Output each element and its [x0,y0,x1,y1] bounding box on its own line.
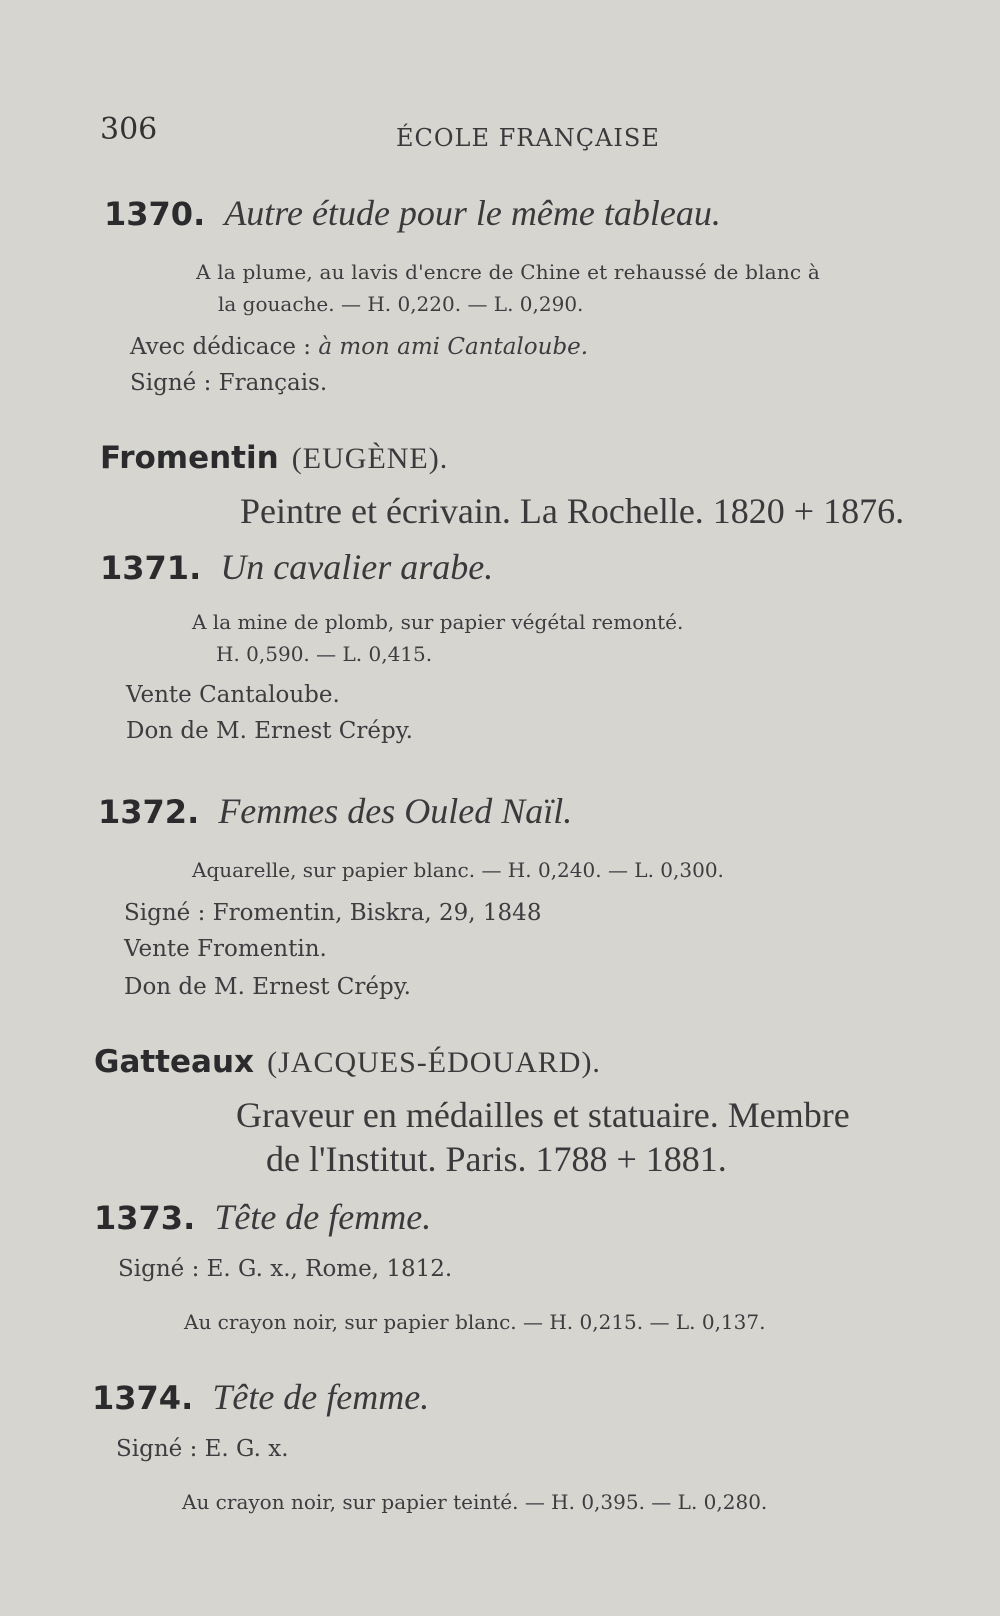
entry-1371-provenance: Vente Cantaloube. [126,682,340,708]
entry-1373-heading [94,1196,431,1238]
entry-1372-technique: Aquarelle, sur papier blanc. — H. 0,240. — L. 0,300. [192,858,724,882]
entry-1372-heading [98,790,572,832]
entry-title: Autre étude pour le même tableau. [224,193,721,233]
artist-gatteaux-bio-line1: Graveur en médailles et statuaire. Membre [236,1095,850,1135]
artist-fromentin-heading [100,440,448,476]
entry-number: 1370. [104,195,206,233]
entry-1370-technique-line2: la gouache. — H. 0,220. — L. 0,290. [218,292,584,316]
artist-name: Fromentin [100,440,279,476]
entry-1373-signed: Signé : E. G. x., Rome, 1812. [118,1256,453,1282]
entry-1370-technique-line1: A la plume, au lavis d'encre de Chine et rehaussé de blanc à [196,260,821,284]
entry-number: 1374. [92,1379,194,1417]
artist-name: Gatteaux [94,1044,255,1080]
dedication-label: Avec dédicace : [130,334,319,360]
entry-1371-heading [100,546,493,588]
entry-number: 1373. [94,1199,196,1237]
entry-1371-technique-line1: A la mine de plomb, sur papier végétal remonté. [192,610,684,634]
artist-fromentin-bio: Peintre et écrivain. La Rochelle. 1820 + 1876. [240,491,905,531]
entry-1371-gift: Don de M. Ernest Crépy. [126,718,413,744]
entry-1372-gift: Don de M. Ernest Crépy. [124,974,411,1000]
entry-1370-signed: Signé : Français. [130,370,328,396]
entry-title: Femmes des Ouled Naïl. [218,791,573,831]
artist-given-name: (JACQUES-ÉDOUARD). [267,1046,601,1079]
page-number: 306 [100,112,158,147]
entry-title: Tête de femme. [214,1197,432,1237]
entry-title: Tête de femme. [212,1377,430,1417]
entry-title: Un cavalier arabe. [220,547,494,587]
entry-1374-heading [92,1376,429,1418]
artist-gatteaux-heading [94,1044,601,1080]
entry-1372-provenance: Vente Fromentin. [124,936,327,962]
entry-1374-signed: Signé : E. G. x. [116,1436,289,1462]
entry-1373-technique: Au crayon noir, sur papier blanc. — H. 0,215. — L. 0,137. [184,1310,766,1334]
entry-1371-technique-line2: H. 0,590. — L. 0,415. [216,642,433,666]
artist-gatteaux-bio-line2: de l'Institut. Paris. 1788 + 1881. [266,1139,727,1179]
artist-given-name: (EUGÈNE). [291,442,449,475]
entry-1374-technique: Au crayon noir, sur papier teinté. — H. 0,395. — L. 0,280. [182,1490,768,1514]
entry-number: 1372. [98,793,200,831]
entry-1372-signed: Signé : Fromentin, Biskra, 29, 1848 [124,900,542,926]
entry-1370-dedication [130,334,588,360]
running-head: ÉCOLE FRANÇAISE [396,124,660,152]
dedication-text: à mon ami Cantaloube. [318,334,589,360]
entry-1370-heading [104,192,721,234]
entry-number: 1371. [100,549,202,587]
